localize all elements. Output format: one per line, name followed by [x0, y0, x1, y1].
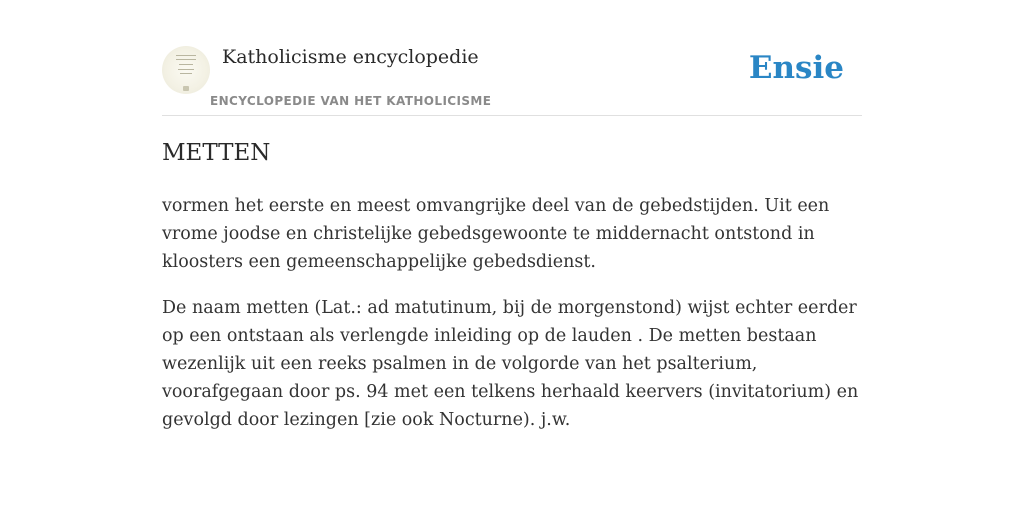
brand-logo[interactable]: Ensie	[748, 50, 844, 86]
site-header	[162, 40, 862, 116]
site-title[interactable]: Katholicisme encyclopedie	[222, 46, 479, 68]
book-cover-icon[interactable]	[162, 46, 210, 94]
site-subtitle: ENCYCLOPEDIE VAN HET KATHOLICISME	[210, 94, 492, 108]
article-paragraph: De naam metten (Lat.: ad matutinum, bij de morgenstond) wijst echter eerder op een ontstaan als verlengde inleiding op de lauden . De metten bestaan wezenlijk uit een reeks psalmen in de volgorde van het psalterium, voorafgegaan door ps. 94 met een telkens herhaald keervers (invitatorium) en gevolgd door lezingen [zie ook Nocturne). j.w.	[162, 298, 859, 430]
article-body	[162, 192, 862, 452]
article-paragraph: vormen het eerste en meest omvangrijke deel van de gebedstijden. Uit een vrome joodse en christelijke gebedsgewoonte te middernacht ontstond in kloosters een gemeenschappelijke gebedsdienst.	[162, 196, 830, 272]
article-title: METTEN	[162, 140, 271, 166]
